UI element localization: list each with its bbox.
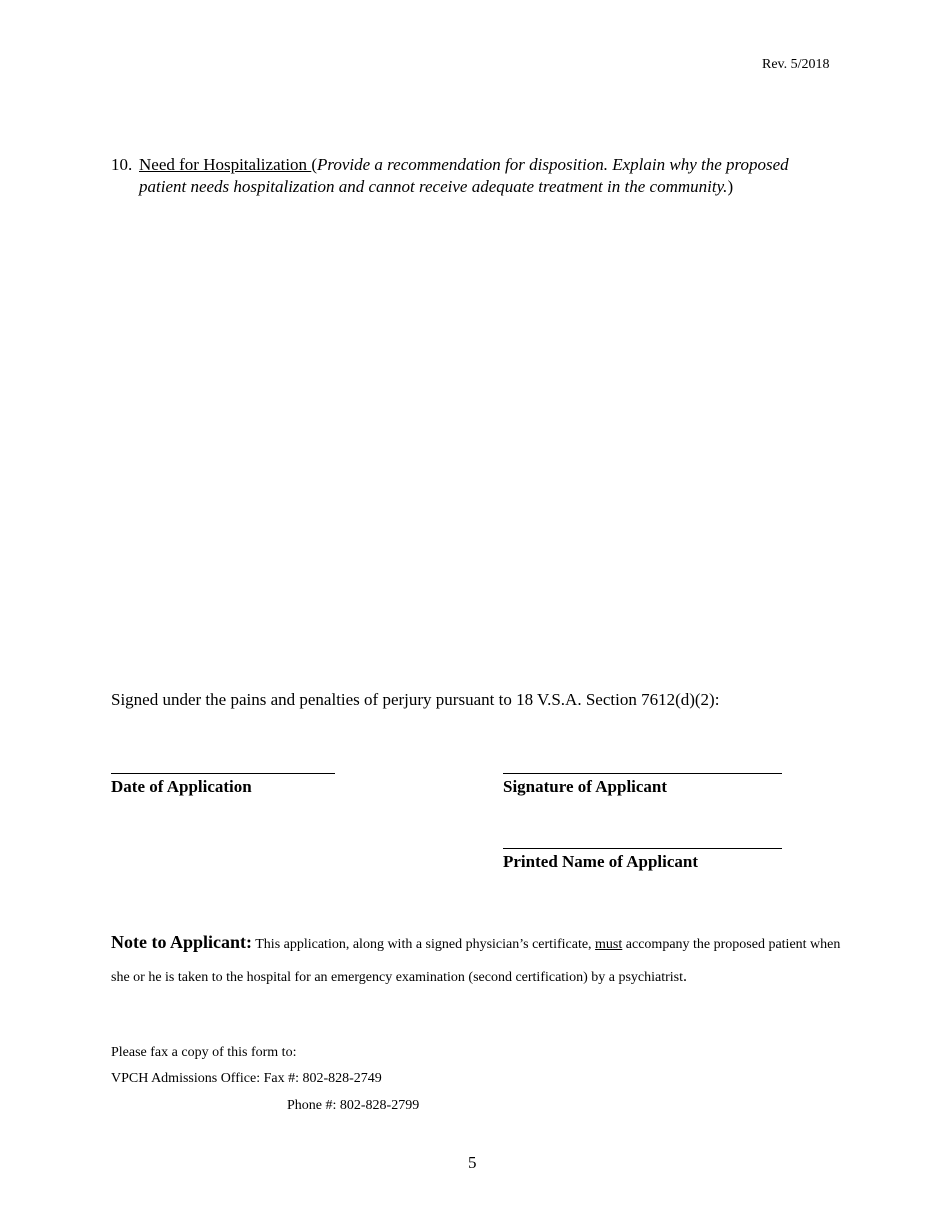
perjury-statement: Signed under the pains and penalties of perjury pursuant to 18 V.S.A. Section 7612(d)(2): bbox=[111, 690, 720, 709]
close-paren: ) bbox=[727, 177, 734, 196]
printed-name-of-applicant-label: Printed Name of Applicant bbox=[503, 852, 699, 871]
date-signature-line[interactable] bbox=[111, 773, 335, 774]
note-text-before: This application, along with a signed physician’s certificate, bbox=[252, 937, 596, 952]
revision-date: Rev. 5/2018 bbox=[762, 57, 830, 72]
signature-of-applicant-label: Signature of Applicant bbox=[503, 777, 668, 796]
question-instructions: Provide a recommendation for disposition. Explain why the proposed patient needs hospitalization and cannot receive adequate treatment in the community. bbox=[139, 155, 789, 196]
question-text bbox=[139, 154, 811, 198]
note-text-after: accompany the proposed patient when she or he is taken to the hospital for an emergency examination (second certification) by a psychiatrist bbox=[111, 937, 841, 985]
question-10 bbox=[111, 154, 811, 198]
hospitalization-response-area[interactable] bbox=[111, 240, 831, 660]
printed-name-line[interactable] bbox=[503, 848, 782, 849]
phone-number: Phone #: 802-828-2799 bbox=[287, 1098, 420, 1113]
date-of-application-label: Date of Application bbox=[111, 777, 252, 796]
page-number: 5 bbox=[468, 1153, 477, 1172]
note-label: Note to Applicant: bbox=[111, 932, 252, 952]
question-number: 10. bbox=[111, 155, 133, 174]
fax-office: VPCH Admissions Office: Fax #: 802-828-2749 bbox=[111, 1071, 382, 1086]
question-title: Need for Hospitalization bbox=[139, 155, 312, 174]
applicant-signature-line[interactable] bbox=[503, 773, 782, 774]
note-must: must bbox=[595, 937, 623, 952]
note-to-applicant bbox=[111, 926, 841, 994]
fax-intro: Please fax a copy of this form to: bbox=[111, 1045, 297, 1060]
open-paren: ( bbox=[311, 155, 317, 174]
note-period: . bbox=[683, 968, 687, 985]
